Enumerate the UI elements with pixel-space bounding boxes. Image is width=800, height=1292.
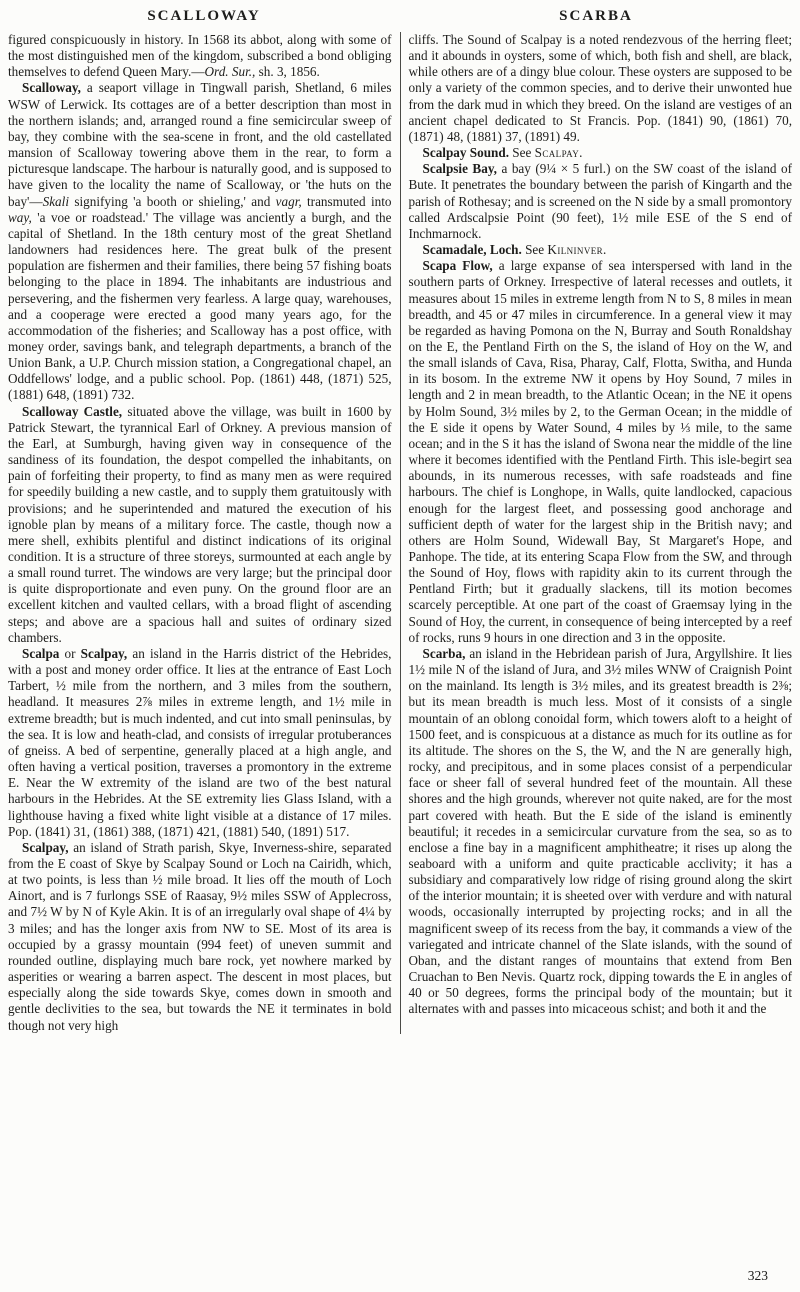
entry-paragraph xyxy=(8,32,392,80)
text-segment: figured conspicuously in history. In 1568 its abbot, along with some of the most distinguished men of the kingdom, subscribed a bond obliging themselves to defend Queen Mary.— xyxy=(8,32,392,80)
entry-headword: Scalpsie Bay, xyxy=(422,161,497,177)
left-column xyxy=(8,32,400,1034)
text-segment: vagr, xyxy=(275,193,302,209)
entry-headword: Scalloway Castle, xyxy=(22,403,123,419)
text-segment: an island of Strath parish, Skye, Inverness-shire, separated from the E coast of Skye by Scalpay Sound or Loch na Cairidh, which, at two points, is less than ½ mile broad. It lies off the mouth of Loch Ainort, and is 7 furlongs SSE of Raasay, 9½ miles SSW of Applecross, and 7½ W by N of Kyle Akin. It is of an irregularly oval shape of 4¼ by 3 miles; and has the longer axis from NW to SE. Most of its area is occupied by a grassy mountain (994 feet) of uneven summit and rounded outline, displaying much bare rock, yet nowhere marked by asperities or wearing a barren aspect. The descent in most places, but especially along the side towards Skye, comes down in smooth and gentle declivities to the sea, but towards the NE it terminates in bold though not very high xyxy=(8,839,392,1033)
text-segment: a large expanse of sea interspersed with land in the southern parts of Orkney. Irrespective of lateral recesses and outlets, it measures about 15 miles in extreme length from N to S, 8 miles in mean breadth, and 45 or 47 miles in circumference. In a general view it may be regarded as having Pomona on the N, Burray and South Ronaldshay on the E, the Pentland Firth on the S, the island of Hoy on the W, and the small islands of Cava, Risa, Pharay, Calf, Flotta, Switha, and Hunda in its bosom. In the extreme NW it opens by Hoy Sound, 7 miles in length and 2 in mean breadth, to the Atlantic Ocean; in the NE it opens by Holm Sound, 3½ miles by 2, to the German Ocean; in the middle of the E side it opens by Water Sound, 4 miles by ⅓ mile, to the same ocean; and in the S it has the island of Swona near the middle of the line where it becomes identified with the Pentland Firth. This isle-begirt sea abounds, in its numerous recesses, with safe roadsteads and fine harbours. The chief is Longhope, in Walls, quite landlocked, capacious enough for the largest fleet, and possessing good anchorage and sufficient depth of water for the largest ship in the British navy; and others are Holm Sound, Widewall Bay, St Margaret's Hope, and Panhope. The tide, at its entering Scapa Flow from the SW, and through the Sound of Hoy, flows with rapidity akin to its current through the Pentland Firth; but it gradually slackens, till its motion becomes scarcely perceptible. At one part of the coast of Graemsay lying in the Sound of Hoy, the current, in consequence of being intercepted by a reef of rocks, runs 9 hours in one direction and 3 in the opposite. xyxy=(408,258,792,645)
entry-paragraph xyxy=(8,840,392,1034)
right-column xyxy=(401,32,793,1034)
page-number: 323 xyxy=(747,1268,768,1283)
entry-headword: Scarba, xyxy=(422,645,466,661)
entry-paragraph xyxy=(8,646,392,840)
text-segment: Kilninver. xyxy=(547,242,607,258)
text-segment: signifying 'a booth or shieling,' and xyxy=(68,193,276,209)
entry-headword: Scalpay, xyxy=(22,839,69,855)
text-columns xyxy=(8,32,792,1034)
entry-headword: Scalpa xyxy=(22,645,60,661)
entry-paragraph xyxy=(409,258,793,646)
text-segment: way, xyxy=(8,209,32,225)
entry-headword: Scalpay, xyxy=(80,645,128,661)
entry-headword: Scapa Flow, xyxy=(422,258,493,274)
entry-paragraph xyxy=(409,32,793,145)
text-segment: a seaport village in Tingwall parish, Shetland, 6 miles WSW of Lerwick. Its cottages are of a better description than most in the northern islands; and, arranged round a fine semicircular sweep of bay, they combine with the sea-scene in front, and the old castellated mansion of Scalloway towering above them in the rear, to form a picturesque landscape. The harbour is naturally good, and is supposed to have given to the locality the name of Scalloway, or 'the huts on the bay'— xyxy=(8,80,392,209)
entry-paragraph xyxy=(409,646,793,1018)
entry-headword: Scamadale, Loch. xyxy=(422,242,522,258)
text-segment: situated above the village, was built in 1600 by Patrick Stewart, the tyrannical Earl of Orkney. A previous mansion of the Earl, at Sumburgh, having given way in consequence of the sandiness of its foundation, the despot compelled the inhabitants, on pain of forfeiting their property, to find as many men as were required for speedily building a new castle, and to supply them gratuitously with provisions; and he superintended and matured the execution of his ignoble plan by means of a military force. The castle, though now a mere shell, exhibits plentiful and distinct indications of its original condition. It is a structure of three storeys, surmounted at each angle by a small round turret. The windows are very large; but the principal door is quite disproportionate and even puny. On the ground floor are an excellent kitchen and vaulted cellars, with a broad flight of ascending steps; and above are a spacious hall and suites of ordinary sized chambers. xyxy=(8,403,392,645)
text-segment: sh. 3, 1856. xyxy=(255,64,320,80)
text-segment: 'a voe or roadstead.' The village was anciently a burgh, and the capital of Shetland. In the 18th century most of the great Shetland landowners had residences here. The great bulk of the present population are fishermen and their families, there being 57 fishing boats belonging to the place in 1894. The inhabitants are industrious and persevering, and the fishermen very fearless. A large quay, warehouses, and a cooperage were erected a good many years ago, for the accommodation of the fisheries; and Scalloway has a post office, with money order, savings bank, and telegraph departments, a branch of the Union Bank, a U.P. Church mission station, a Congregational chapel, an Oddfellows' lodge, and a public school. Pop. (1861) 448, (1871) 525, (1881) 648, (1891) 732. xyxy=(8,209,392,403)
entry-paragraph xyxy=(409,145,793,161)
entry-headword: Scalpay Sound. xyxy=(422,145,509,161)
entry-paragraph xyxy=(409,242,793,258)
left-running-head: SCALLOWAY xyxy=(147,8,261,24)
text-segment: a bay (9¼ × 5 furl.) on the SW coast of the island of Bute. It penetrates the boundary between the parish of Kingarth and the parish of Rothesay; and is screened on the N side by a small promontory called Ardscalpsie Point (90 feet), 1½ mile ESE of the S end of Inchmarnock. xyxy=(408,161,792,241)
text-segment: Scalpay. xyxy=(534,145,583,161)
text-segment: Ord. Sur., xyxy=(204,64,256,80)
text-segment: cliffs. The Sound of Scalpay is a noted rendezvous of the herring fleet; and it abounds in oysters, some of which, both fish and shell, are black, while others are of a dingy blue colour. These oysters are supposed to be only a variety of the common species, and to derive their unwonted hue from the dark mud in which they breed. On the island are vestiges of an ancient chapel dedicated to St Francis. Pop. (1841) 90, (1861) 70, (1871) 48, (1881) 37, (1891) 49. xyxy=(408,32,792,144)
text-segment: or xyxy=(59,645,81,661)
entry-paragraph xyxy=(8,404,392,646)
text-segment: an island in the Hebridean parish of Jura, Argyllshire. It lies 1½ mile N of the island of Jura, and 3½ miles WNW of Craignish Point on the mainland. Its length is 3½ miles, and its greatest breadth is 2⅜; but its mean breadth is much less. Most of it consists of a single mountain of an oblong conoidal form, which towers aloft to a height of 1500 feet, and is conspicuous at a distance as much for its outline as for its altitude. The shores on the S, the W, and the N are generally high, rocky, and precipitous, and in some places consist of a perpendicular face or sheer fall of several hundred feet of the mountain. All these shores and the high grounds, wherever not quite naked, are for the most part covered with heath. But the E side of the island is eminently beautiful; it recedes in a semicircular curvature from the sea, so as to enclose a fine bay in a magnificent amphitheatre; it rises up along the seaboard with a uniform and quite practicable acclivity; it has a subsidiary and comparatively low ridge of rising ground along the skirt of the interior mountain; it is sheeted over with verdure and with natural woods, occasionally interrupted by projecting rocks; and in all the magnificent sweep of its recess from the bay, it commands a view of the variegated and intricate channel of the Slate islands, with the sound of Oban, and the distant ranges of mountains that extend from Ben Cruachan to Ben Nevis. Quartz rock, dipping towards the E in angles of 40 or 50 degrees, forms the principal body of the mountain; but it alternates with and passes into micaceous schist; and both it and the xyxy=(408,645,792,1017)
running-heads xyxy=(8,8,792,25)
text-segment: transmuted into xyxy=(301,193,392,209)
entry-paragraph xyxy=(409,161,793,242)
right-running-head: SCARBA xyxy=(559,8,633,24)
text-segment: See xyxy=(509,145,535,161)
entry-headword: Scalloway, xyxy=(22,80,81,96)
text-segment: See xyxy=(521,242,548,258)
text-segment: Skali xyxy=(42,193,69,209)
entry-paragraph xyxy=(8,80,392,403)
text-segment: an island in the Harris district of the Hebrides, with a post and money order office. It lies at the entrance of East Loch Tarbert, ½ mile from the northern, and 3 miles from the southern, headland. It measures 2⅞ miles in extreme length, and 1½ mile in extreme breadth; but is much indented, and cut into small peninsulas, by the sea. It is low and heath-clad, and consists of irregular protuberances of gneiss. A bed of serpentine, generally placed at a high angle, and often having a vertical position, traverses a promontory in the extreme E. Near the W extremity of the island are two of the best natural harbours in the Hebrides. At the SE extremity lies Glass Island, with a lighthouse having a fixed white light visible at a distance of 17 miles. Pop. (1841) 31, (1861) 388, (1871) 421, (1881) 540, (1891) 517. xyxy=(8,645,392,839)
